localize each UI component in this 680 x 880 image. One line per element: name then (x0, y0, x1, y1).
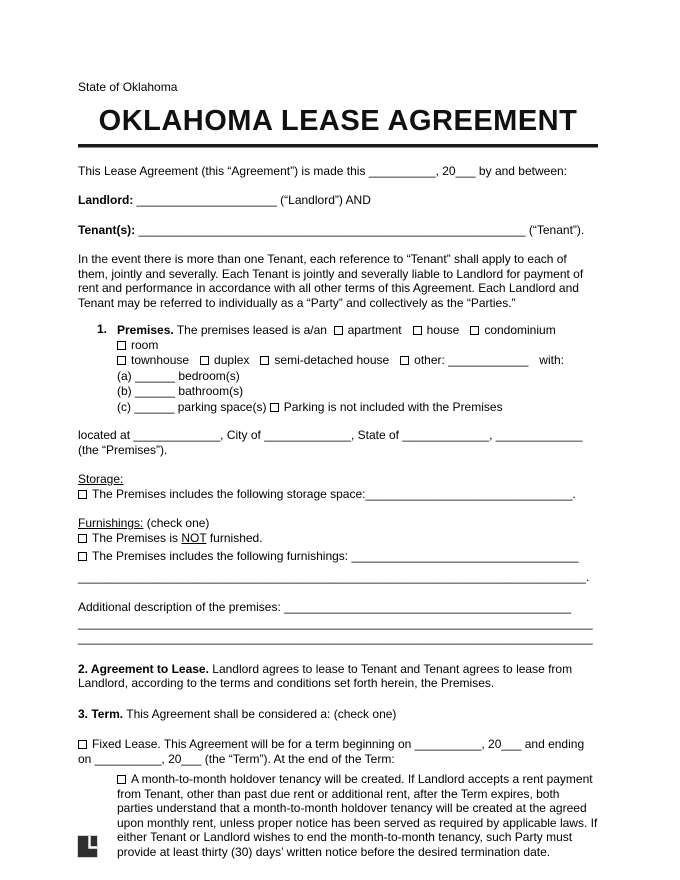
intro-text-pre: This Lease Agreement (this “Agreement”) is made this (78, 163, 366, 178)
additional-blank-1[interactable]: ___________________________________________ (284, 600, 572, 614)
premises-heading: Premises. (117, 323, 174, 337)
furnishings-blank-1[interactable]: __________________________________ (351, 549, 579, 563)
landlord-name-blank[interactable]: _____________________ (136, 193, 277, 207)
item-b-label: bathroom(s) (178, 384, 244, 398)
additional-description-line (78, 600, 598, 615)
parking-blank[interactable]: ______ (134, 399, 175, 414)
premises-lead-line (117, 323, 598, 352)
checkbox-other[interactable] (400, 356, 409, 365)
checkbox-apartment[interactable] (334, 326, 343, 335)
holdover-option (117, 772, 598, 859)
furnishings-option-1 (78, 531, 598, 546)
furnishings-heading (78, 516, 598, 531)
located-line-2: (the “Premises”). (78, 442, 168, 457)
option-duplex-label: duplex (214, 353, 250, 367)
option-semi-detached-house (260, 353, 389, 367)
section-2-heading: 2. Agreement to Lease. (78, 661, 209, 676)
holdover-text: A month-to-month holdover tenancy will be created. If Landlord accepts a rent payment from Tenant, other than past due rent or additional rent, after the Term expires, both parties understand that a month-to-month holdover tenancy will be created at the agreed upon monthly rent, unless proper notice has been served as required by applicable laws. If either Tenant or Landlord wishes to end the month-to-month tenancy, such Party must provide at least thirty (30) days’ written notice before the desired termination date. (117, 772, 598, 859)
additional-blank-line-3[interactable]: ____________________________________________________________________________ (78, 631, 593, 645)
furnishings-heading-text: Furnishings: (78, 516, 144, 530)
checkbox-not-furnished[interactable] (78, 534, 87, 543)
storage-option-line (78, 487, 598, 502)
additional-label: Additional description of the premises: (78, 600, 281, 614)
tenant-label: Tenant(s): (78, 222, 136, 237)
intro-text-post: , 20___ by and between: (435, 163, 567, 178)
option-house (413, 323, 460, 337)
option-other-label: other: (414, 353, 445, 367)
located-state-label: , State of (350, 428, 399, 442)
storage-period: . (572, 486, 576, 501)
section-1-number: 1. (97, 322, 108, 336)
storage-heading-text: Storage: (78, 472, 124, 486)
storage-option-text: The Premises includes the following storage space: (92, 486, 366, 501)
premises-item-c (117, 400, 598, 415)
checkbox-room[interactable] (117, 341, 126, 350)
checkbox-month-to-month-holdover[interactable] (117, 775, 126, 784)
located-city-label: , City of (220, 428, 261, 442)
checkbox-semi-detached-house[interactable] (260, 356, 269, 365)
other-blank[interactable]: ____________ (448, 353, 529, 367)
logo-icon (78, 836, 97, 857)
title-rule (78, 144, 598, 148)
section-2-agreement-to-lease (78, 662, 598, 691)
city-blank[interactable]: _____________ (264, 428, 351, 442)
option-condominium-label: condominium (484, 323, 556, 337)
item-a-letter: (a) (117, 368, 132, 383)
section-3-term (78, 707, 598, 722)
located-line (78, 428, 598, 443)
option-townhouse (117, 353, 189, 367)
option-other (400, 353, 528, 367)
located-comma: , (489, 428, 493, 442)
item-c-label: parking space(s) (177, 399, 267, 414)
storage-blank[interactable]: _______________________________ (365, 486, 573, 501)
section-2-text: Landlord agrees to lease to Tenant and Tenant agrees to lease from Landlord, according to the terms and conditions set forth herein, the Premises. (78, 661, 573, 690)
joint-liability-paragraph: In the event there is more than one Tenant, each reference to “Tenant” shall apply to each of them, jointly and severally. Each Tenant is jointly and severally liable to Landlord for payment of rent and performance in accordance with all other terms of this Agreement. Each Landlord and Tenant may be referred to individually as a “Party” and collectively as the “Parties.” (78, 252, 584, 310)
located-pre: located at (78, 428, 131, 442)
tenant-line (78, 223, 598, 238)
date-blank[interactable]: __________ (368, 163, 436, 178)
with-label: with: (539, 353, 564, 367)
option-apartment-label: apartment (347, 323, 402, 337)
tenant-name-blank[interactable]: __________________________________________________________ (138, 222, 526, 237)
option-room-label: room (131, 337, 159, 352)
premises-item-a (117, 369, 598, 384)
intro-paragraph (78, 164, 598, 179)
option-townhouse-label: townhouse (131, 353, 190, 367)
state-label: State of Oklahoma (78, 80, 178, 94)
legal-templates-logo (78, 836, 97, 857)
fixed-lease-text: Fixed Lease. This Agreement will be for a term beginning on __________, 20___ and ending on __________, 20___ (the “Term”). At the end of the Term: (78, 737, 585, 766)
checkbox-storage-space[interactable] (78, 490, 87, 499)
checkbox-fixed-lease[interactable] (78, 740, 87, 749)
tenant-post: (“Tenant”). (528, 222, 585, 237)
furnishings-not: NOT (181, 530, 207, 545)
furnishings-opt1-pre: The Premises is (92, 530, 179, 545)
option-apartment (334, 323, 402, 337)
bathrooms-blank[interactable]: ______ (135, 384, 176, 398)
document-title: OKLAHOMA LEASE AGREEMENT (98, 104, 578, 137)
premises-options-line-2 (117, 353, 598, 368)
checkbox-condominium[interactable] (470, 326, 479, 335)
premises-item-b (117, 384, 598, 399)
item-c-letter: (c) (117, 399, 131, 414)
furnishings-option-2 (78, 549, 598, 564)
item-b-letter: (b) (117, 384, 132, 398)
checkbox-furnishings-included[interactable] (78, 552, 87, 561)
section-3-text: This Agreement shall be considered a: (check one) (126, 706, 397, 721)
additional-blank-line-2[interactable]: ____________________________________________________________________________ (78, 615, 593, 630)
section-3-heading: 3. Term. (78, 706, 124, 721)
section-1-premises (78, 322, 598, 414)
zip-blank[interactable]: _____________ (495, 428, 583, 442)
option-house-label: house (426, 323, 460, 337)
option-condominium (470, 323, 555, 337)
option-duplex (200, 353, 249, 367)
state-blank[interactable]: _____________ (402, 428, 490, 442)
landlord-line (78, 193, 598, 208)
landlord-post: (“Landlord”) AND (280, 193, 371, 207)
section-1-body (117, 322, 598, 414)
furnishings-opt2-text: The Premises includes the following furnishings: (92, 549, 349, 563)
checkbox-townhouse[interactable] (117, 356, 126, 365)
landlord-label: Landlord: (78, 193, 134, 207)
furnishings-opt1-post: furnished. (209, 530, 263, 545)
storage-heading (78, 472, 598, 487)
premises-lead-text: The premises leased is a/an (176, 323, 327, 337)
furnishings-blank-line-2[interactable]: ___________________________________________________________________________. (78, 569, 590, 584)
option-room (117, 338, 158, 352)
checkbox-duplex[interactable] (200, 356, 209, 365)
address-blank[interactable]: _____________ (133, 428, 221, 442)
no-parking-label: Parking is not included with the Premises (283, 399, 503, 414)
furnishings-note: (check one) (146, 516, 210, 530)
fixed-lease-option (78, 737, 598, 766)
checkbox-no-parking[interactable] (270, 403, 279, 412)
bedrooms-blank[interactable]: ______ (135, 368, 176, 383)
checkbox-house[interactable] (413, 326, 422, 335)
item-a-label: bedroom(s) (178, 368, 240, 383)
option-semi-detached-label: semi-detached house (274, 353, 390, 367)
